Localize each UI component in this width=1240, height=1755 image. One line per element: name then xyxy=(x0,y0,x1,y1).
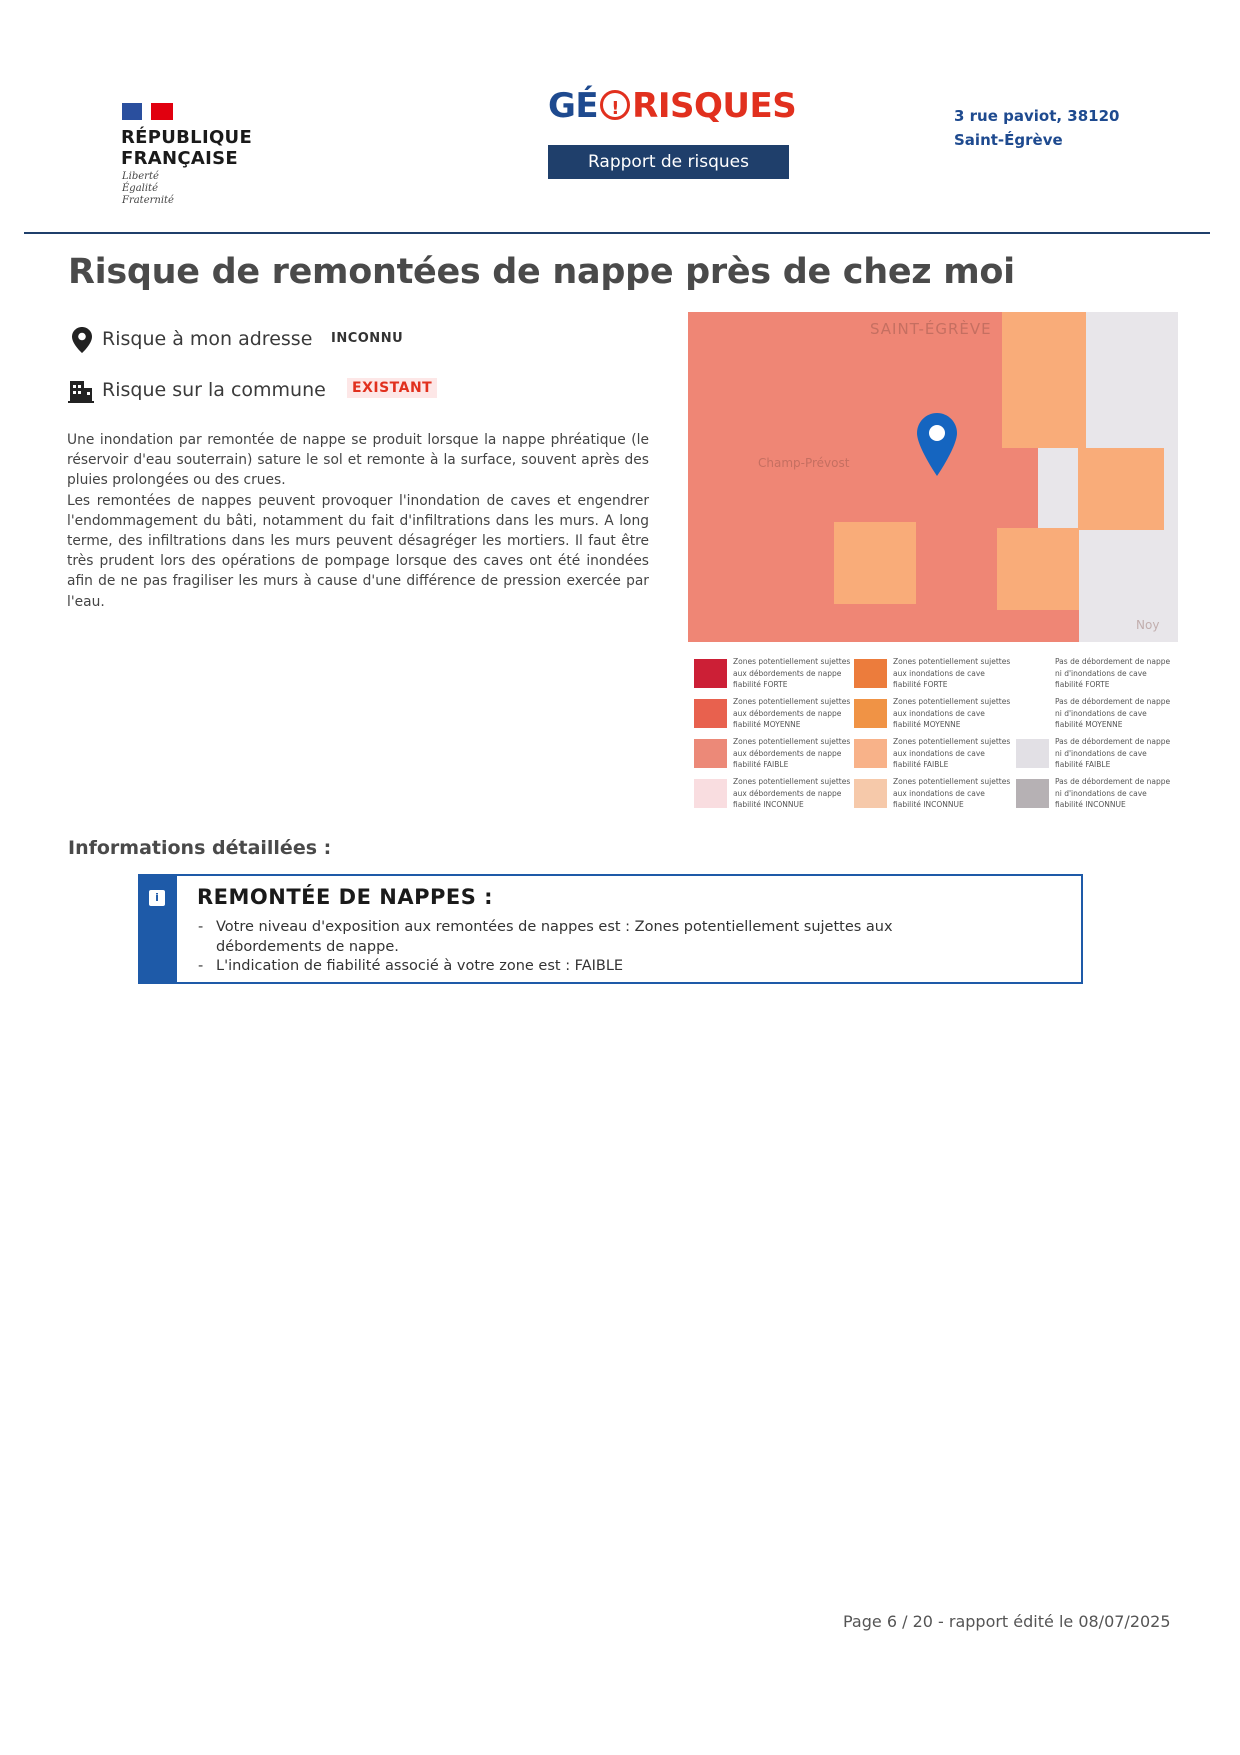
legend-text: Pas de débordement de nappe ni d'inondations de cave fiabilité INCONNUE xyxy=(1055,777,1171,809)
legend-item xyxy=(850,734,1010,772)
risk-description xyxy=(67,430,649,612)
description-paragraph-1: Une inondation par remontée de nappe se produit lorsque la nappe phréatique (le réservoir d'eau souterrain) sature le sol et remonte à la surface, souvent après des pluies prolongées ou des crues. xyxy=(67,432,649,489)
map-zone-cave-faible xyxy=(834,522,916,604)
details-box-title: REMONTÉE DE NAPPES : xyxy=(197,885,494,909)
legend-text: Pas de débordement de nappe ni d'inondations de cave fiabilité FAIBLE xyxy=(1055,737,1171,769)
details-reliability-line: - L'indication de fiabilité associé à votre zone est : FAIBLE xyxy=(196,957,996,977)
risk-address-status: INCONNU xyxy=(331,331,404,346)
legend-item xyxy=(1012,734,1172,772)
legend-swatch xyxy=(1016,739,1049,768)
map-zone-cave-faible xyxy=(1078,448,1164,530)
legend-text: Zones potentiellement sujettes aux débordements de nappe fiabilité FAIBLE xyxy=(733,737,851,769)
legend-item xyxy=(1012,654,1172,692)
legend-item xyxy=(850,774,1010,812)
motto-egalite: Égalité xyxy=(122,183,158,194)
map-corner-label: Noy xyxy=(1136,618,1160,632)
legend-text: Zones potentiellement sujettes aux inondations de cave fiabilité INCONNUE xyxy=(893,777,1011,809)
map-town-label: SAINT-ÉGRÈVE xyxy=(870,320,992,338)
motto-liberte: Liberté xyxy=(122,171,159,182)
legend-item xyxy=(850,654,1010,692)
risk-commune-status-badge: EXISTANT xyxy=(347,378,437,398)
legend-text: Zones potentiellement sujettes aux débordements de nappe fiabilité FORTE xyxy=(733,657,851,689)
legend-item xyxy=(690,654,850,692)
map-zone-debordement-faible xyxy=(997,610,1079,642)
map-location-pin-icon xyxy=(916,412,958,478)
legend-swatch xyxy=(854,779,887,808)
risk-address-label: Risque à mon adresse xyxy=(102,328,313,350)
legend-swatch xyxy=(1016,659,1049,688)
georisques-logo xyxy=(548,86,796,126)
legend-text: Zones potentiellement sujettes aux inondations de cave fiabilité FORTE xyxy=(893,657,1011,689)
motto-fraternite: Fraternité xyxy=(122,195,174,206)
logo-text-part-1: GÉ xyxy=(548,86,599,126)
france-warning-icon xyxy=(600,90,630,120)
legend-text: Zones potentiellement sujettes aux inondations de cave fiabilité FAIBLE xyxy=(893,737,1011,769)
info-icon: i xyxy=(149,890,165,906)
map-zone-none xyxy=(1038,448,1078,528)
legend-swatch xyxy=(694,739,727,768)
risk-commune-label: Risque sur la commune xyxy=(102,379,326,401)
legend-text: Zones potentiellement sujettes aux débordements de nappe fiabilité MOYENNE xyxy=(733,697,851,729)
building-icon xyxy=(68,379,94,403)
legend-item xyxy=(1012,774,1172,812)
legend-swatch xyxy=(694,779,727,808)
legend-item xyxy=(850,694,1010,732)
description-paragraph-2: Les remontées de nappes peuvent provoquer l'inondation de caves et engendrer l'endommagement du bâti, notamment du fait d'infiltrations dans les murs. A long terme, des infiltrations dans les murs peuvent désagréger les mortiers. Il faut être très prudent lors des opérations de pompage lorsque des caves ont été inondées afin de ne pas fragiliser les murs à cause d'une différence de pression exercée par l'eau. xyxy=(67,492,649,610)
map-zone-debordement-faible xyxy=(1002,448,1038,528)
page-footer: Page 6 / 20 - rapport édité le 08/07/2025 xyxy=(843,1612,1171,1631)
republique-motto xyxy=(122,171,174,207)
republique-francaise-flag xyxy=(122,103,173,120)
logo-text-part-2: RISQUES xyxy=(632,86,797,126)
legend-item xyxy=(690,734,850,772)
legend-text: Zones potentiellement sujettes aux débordements de nappe fiabilité INCONNUE xyxy=(733,777,851,809)
map-zone-cave-faible xyxy=(997,528,1079,610)
republique-line-2: FRANÇAISE xyxy=(121,148,238,169)
report-type-banner: Rapport de risques xyxy=(548,145,789,179)
legend-swatch xyxy=(854,739,887,768)
header-divider xyxy=(24,232,1210,234)
details-exposure-line: - Votre niveau d'exposition aux remontées de nappes est : Zones potentiellement sujettes aux débordements de nappe. xyxy=(196,918,996,957)
map-legend xyxy=(690,654,1180,814)
report-address: 3 rue paviot, 38120 Saint-Égrève xyxy=(954,107,1120,149)
legend-text: Pas de débordement de nappe ni d'inondations de cave fiabilité FORTE xyxy=(1055,657,1171,689)
republique-line-1: RÉPUBLIQUE xyxy=(121,127,253,148)
location-pin-icon xyxy=(70,326,94,354)
legend-item xyxy=(690,694,850,732)
page-title: Risque de remontées de nappe près de chez moi xyxy=(68,252,1015,292)
legend-swatch xyxy=(1016,779,1049,808)
legend-swatch xyxy=(854,699,887,728)
legend-swatch xyxy=(1016,699,1049,728)
legend-swatch xyxy=(694,699,727,728)
republique-francaise-name xyxy=(121,127,252,169)
details-heading: Informations détaillées : xyxy=(68,837,332,859)
legend-text: Zones potentiellement sujettes aux inondations de cave fiabilité MOYENNE xyxy=(893,697,1011,729)
legend-item xyxy=(1012,694,1172,732)
legend-text: Pas de débordement de nappe ni d'inondations de cave fiabilité MOYENNE xyxy=(1055,697,1171,729)
legend-swatch xyxy=(854,659,887,688)
legend-item xyxy=(690,774,850,812)
map-place-label: Champ-Prévost xyxy=(758,456,850,470)
details-list xyxy=(196,918,996,977)
map-zone-cave-faible xyxy=(1002,312,1086,448)
legend-swatch xyxy=(694,659,727,688)
